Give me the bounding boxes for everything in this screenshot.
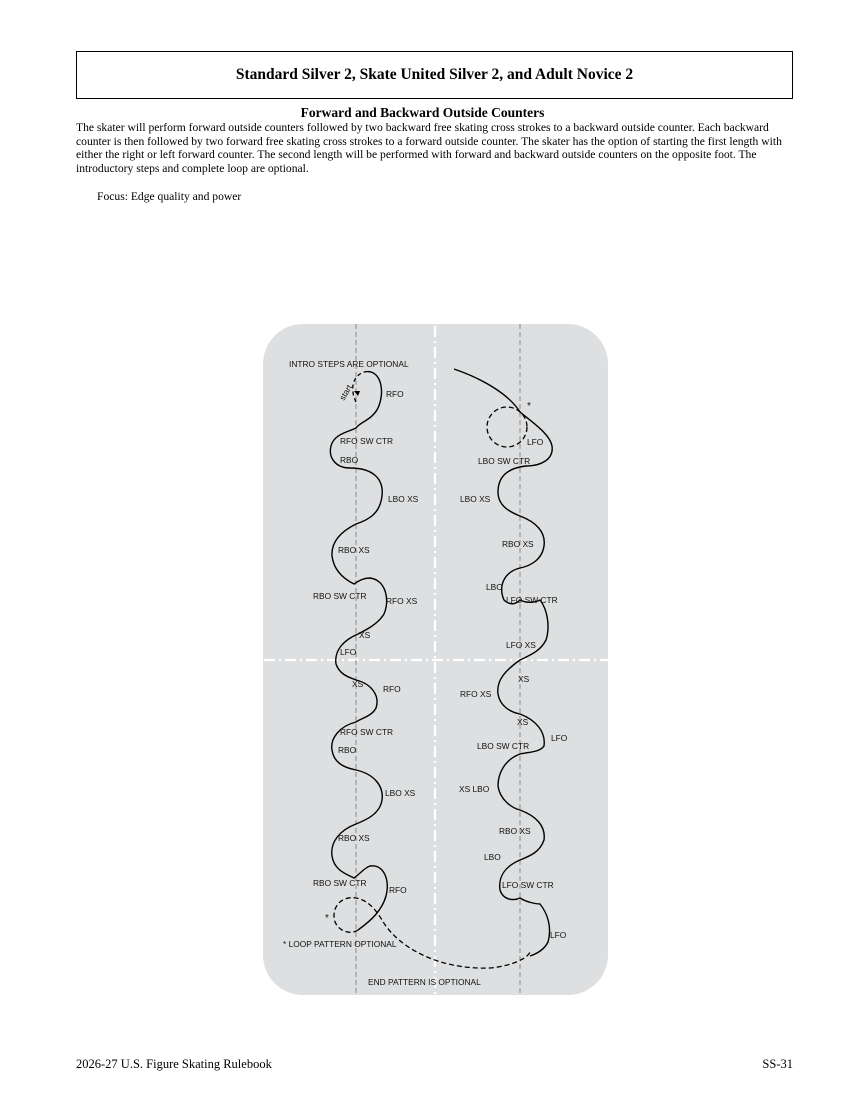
edge-label: RFO XS	[386, 596, 418, 606]
edge-label: RFO SW CTR	[340, 436, 394, 446]
edge-label: XS	[518, 674, 530, 684]
edge-label: RBO XS	[338, 833, 370, 843]
focus-line: Focus: Edge quality and power	[97, 190, 242, 203]
edge-label: RBO XS	[502, 539, 534, 549]
loop-note: * LOOP PATTERN OPTIONAL	[283, 939, 397, 949]
edge-label: RBO	[340, 455, 359, 465]
edge-label: RFO XS	[460, 689, 492, 699]
intro-note: INTRO STEPS ARE OPTIONAL	[289, 359, 409, 369]
section-heading: Forward and Backward Outside Counters	[300, 105, 545, 120]
edge-label: XS	[359, 630, 371, 640]
footer-page-number: SS-31	[762, 1057, 793, 1071]
edge-label: LFO SW CTR	[502, 880, 554, 890]
edge-label: RBO XS	[338, 545, 370, 555]
edge-label: LFO SW CTR	[506, 595, 558, 605]
loop-star-left: *	[325, 913, 329, 924]
loop-star-right: *	[527, 401, 531, 412]
end-note: END PATTERN IS OPTIONAL	[368, 977, 481, 987]
edge-label: LFO	[340, 647, 357, 657]
start-label: start	[337, 382, 354, 402]
edge-label: XS	[352, 679, 364, 689]
edge-label: LBO SW CTR	[477, 741, 530, 751]
edge-label: RFO SW CTR	[340, 727, 394, 737]
edge-label: LFO XS	[506, 640, 536, 650]
edge-label: RBO XS	[499, 826, 531, 836]
page-title: Standard Silver 2, Skate United Silver 2, and Adult Novice 2	[235, 66, 634, 83]
edge-label: LFO	[527, 437, 544, 447]
section-description: The skater will perform forward outside counters followed by two backward free skating cross strokes to a backward outside counter. Each backward counter is then followed by two forward free skating cross strokes to a forward outside counter. The skater has the option of starting the first length with either the right or left forward counter. The second length will be performed with forward and backward outside counters on the opposite foot. The introductory steps and complete loop are optional.	[76, 121, 782, 175]
edge-label: RFO	[389, 885, 407, 895]
edge-label: XS LBO	[459, 784, 490, 794]
edge-label: LFO	[551, 733, 568, 743]
edge-label: RBO SW CTR	[313, 878, 367, 888]
edge-label: LBO	[484, 852, 501, 862]
edge-label: LBO XS	[388, 494, 419, 504]
edge-label: XS	[517, 717, 529, 727]
edge-label: LBO XS	[385, 788, 416, 798]
edge-label: LFO	[550, 930, 567, 940]
edge-label: LBO	[486, 582, 503, 592]
edge-label: RBO	[338, 745, 357, 755]
edge-label: RFO	[386, 389, 404, 399]
edge-label: RFO	[383, 684, 401, 694]
edge-label: LBO SW CTR	[478, 456, 531, 466]
edge-label: RBO SW CTR	[313, 591, 367, 601]
edge-label: LBO XS	[460, 494, 491, 504]
footer-source: 2026-27 U.S. Figure Skating Rulebook	[76, 1057, 272, 1071]
